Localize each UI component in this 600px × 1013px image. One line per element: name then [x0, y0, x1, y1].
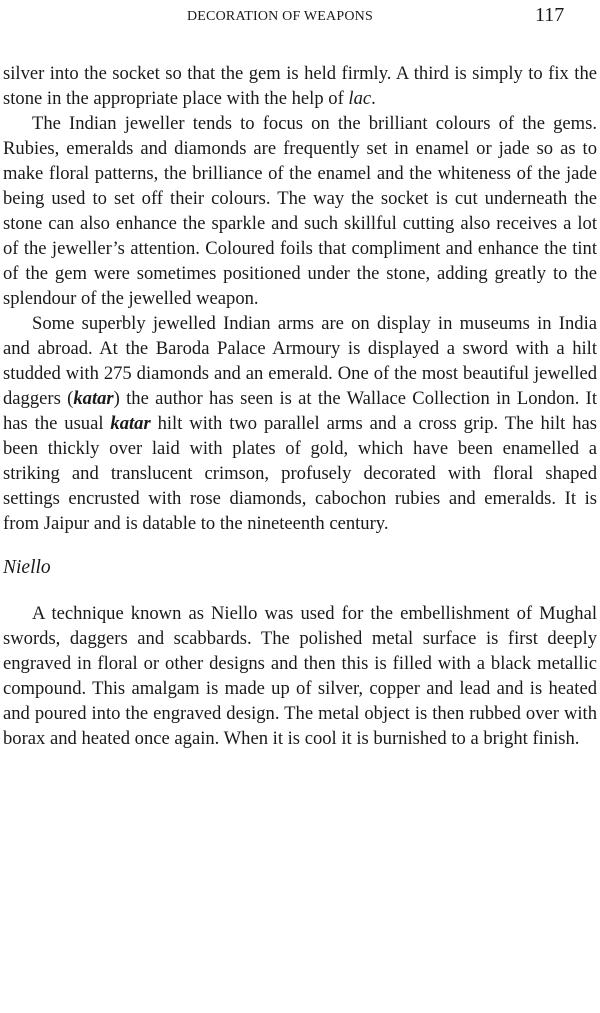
paragraph-3-text-c: hilt with two parallel arms and a cross grip. The hilt has been thickly over laid with plates of gold, which have been enamelled a striking and translucent crimson, profusely decorated with floral shaped settings encrusted with rose diamonds, cabochon rubies and emeralds. It is from Jaipur and is datable to the nineteenth century. — [3, 413, 597, 534]
paragraph-jewelled-arms — [3, 311, 597, 536]
paragraph-1-text-a: silver into the socket so that the gem is held firmly. A third is simply to fix the stone in the appropriate place with the help of — [3, 63, 597, 109]
body-text — [3, 61, 597, 751]
paragraph-gem-colours: The Indian jeweller tends to focus on the brilliant colours of the gems. Rubies, emeralds and diamonds are frequently set in enamel or jade so as to make floral patterns, the brilliance of the enamel and the whiteness of the jade being used to set off their colours. The way the socket is cut underneath the stone can also enhance the sparkle and such skillful cutting also receives a lot of the jeweller’s attention. Coloured foils that compliment and enhance the tint of the gem were sometimes positioned under the stone, adding greatly to the splendour of the jewelled weapon. — [3, 113, 597, 309]
paragraph-niello-technique: A technique known as Niello was used for the embellishment of Mughal swords, daggers and scabbards. The polished metal surface is first deeply engraved in floral or other designs and then this is filled with a black metallic compound. This amalgam is made up of silver, copper and lead and is heated and poured into the engraved design. The metal object is then rubbed over with borax and heated once again. When it is cool it is burnished to a bright finish. — [3, 603, 597, 749]
paragraph-3-text-b: ) the author has seen is at the Wallace Collection in London. It has the usual — [3, 388, 598, 434]
page-number: 117 — [535, 4, 565, 26]
paragraph-continuation — [3, 61, 597, 111]
paragraph-1-text-b: . — [371, 88, 376, 109]
term-lac: lac — [348, 88, 372, 109]
running-head — [0, 5, 600, 27]
term-katar: katar — [73, 388, 114, 409]
running-title: DECORATION OF WEAPONS — [187, 9, 373, 24]
term-katar: katar — [110, 413, 151, 434]
paragraph-3-text-a: Some superbly jewelled Indian arms are on display in museums in India and abroad. At the Baroda Palace Armoury is displayed a sword with a hilt studded with 275 diamonds and an emerald. One of the most beautiful jewelled daggers ( — [3, 313, 597, 409]
section-heading-niello: Niello — [3, 557, 51, 578]
